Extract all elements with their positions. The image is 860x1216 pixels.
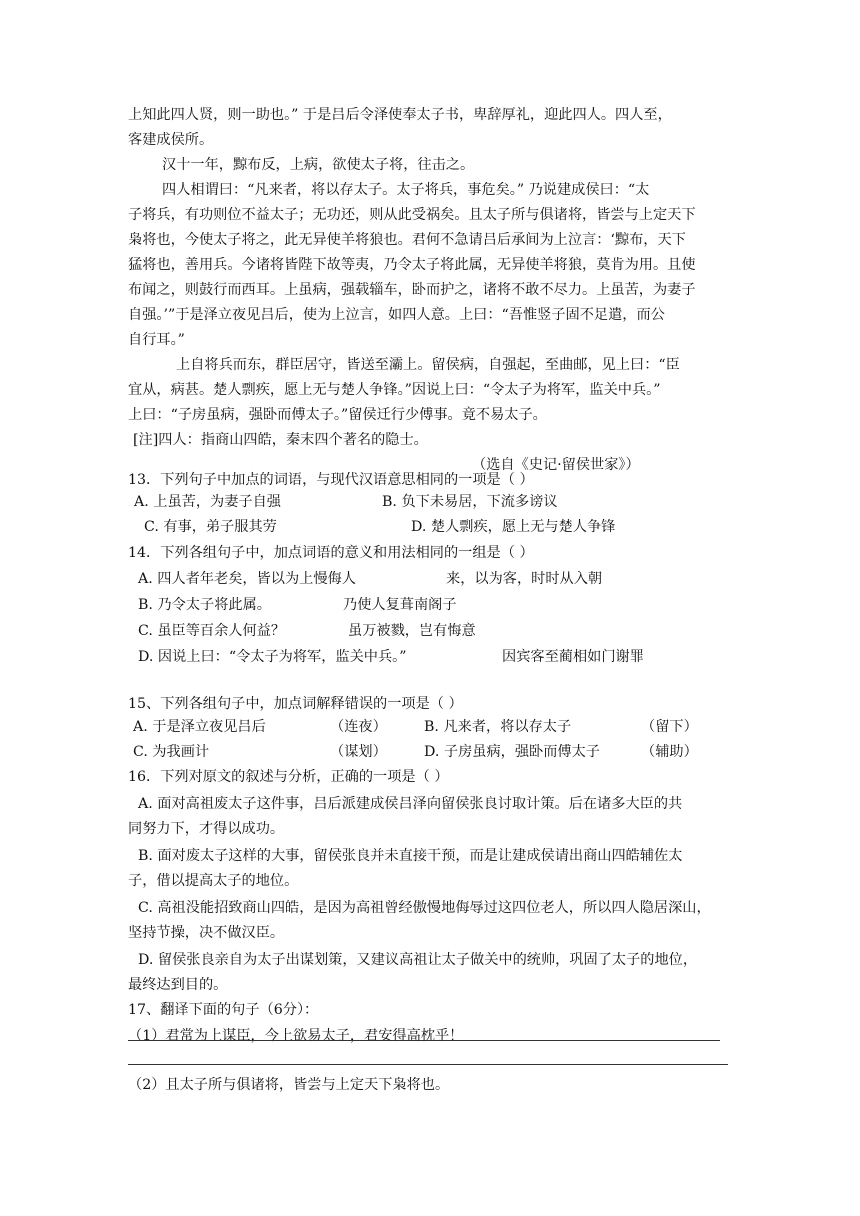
q16-option-d-cont: 最终达到目的。 — [128, 977, 228, 993]
q15-option-a: A. 于是泽立夜见吕后 — [133, 719, 266, 735]
passage-line: 子将兵，有功则位不益太子；无功还，则从此受祸矣。且太子所与俱诸将，皆尝与上定天下 — [128, 207, 696, 223]
q16-option-a-cont: 同努力下，才得以成功。 — [128, 821, 285, 837]
question-13-stem: 13．下列句子中加点的词语，与现代汉语意思相同的一项是（ ） — [128, 472, 534, 488]
q16-option-a: A. 面对高祖废太子这件事，吕后派建成侯吕泽向留侯张良讨取计策。后在诸多大臣的共 — [138, 796, 683, 812]
question-16-stem: 16．下列对原文的叙述与分析，正确的一项是（ ） — [128, 769, 449, 785]
q13-option-d: D. 楚人剽疾，愿上无与楚人争锋 — [411, 519, 616, 535]
q17-sentence-2: （2）且太子所与俱诸将，皆尝与上定天下枭将也。 — [128, 1077, 450, 1093]
passage-line: 客建成侯所。 — [128, 132, 214, 148]
question-14-stem: 14．下列各组句子中，加点词语的意义和用法相同的一组是（ ） — [128, 545, 534, 561]
passage-line: 枭将也，今使太子将之，此无异使羊将狼也。君何不急请吕后承间为上泣言：‘黥布，天下 — [128, 232, 686, 248]
passage-line: 宜从，病甚。楚人剽疾，愿上无与楚人争锋。”因说上曰：“令太子为将军，监关中兵。” — [128, 382, 661, 398]
q13-option-a: A. 上虽苦，为妻子自强 — [134, 494, 281, 510]
q15-option-b: B. 凡来者，将以存太子 — [424, 719, 572, 735]
passage-line: 猛将也，善用兵。今诸将皆陛下故等夷，乃令太子将此属，无异使羊将狼，莫肯为用。且使 — [128, 257, 696, 273]
q15-option-c: C. 为我画计 — [133, 744, 210, 760]
q14-option-b-left: B. 乃令太子将此属。 — [138, 597, 271, 613]
passage-line: 自行耳。” — [128, 332, 185, 348]
q15-option-d-gloss: （辅助） — [641, 744, 698, 760]
q13-option-b: B. 负下未易居，下流多谤议 — [382, 494, 558, 510]
q14-option-c-right: 虽万被戮，岂有悔意 — [348, 623, 476, 639]
question-15-stem: 15、下列各组句子中，加点词解释错误的一项是（ ） — [128, 696, 463, 712]
passage-line: 布闻之，则鼓行而西耳。上虽病，强载辎车，卧而护之，诸将不敢不尽力。上虽苦，为妻子 — [128, 282, 696, 298]
q14-option-d-right: 因宾客至蔺相如门谢罪 — [502, 649, 644, 665]
question-17-stem: 17、翻译下面的句子（6分）： — [128, 1002, 319, 1018]
q16-option-b: B. 面对废太子这样的大事，留侯张良并未直接干预，而是让建成侯请出商山四皓辅佐太 — [138, 848, 683, 864]
passage-line: 四人相谓曰：“凡来者，将以存太子。太子将兵，事危矣。” 乃说建成侯曰：“太 — [162, 182, 650, 198]
passage-paragraph: 汉十一年，黥布反，上病，欲使太子将，往击之。 — [162, 157, 475, 173]
q14-option-a-left: A. 四人者年老矣，皆以为上慢侮人 — [138, 571, 356, 587]
q16-option-c: C. 高祖没能招致商山四皓，是因为高祖曾经傲慢地侮辱过这四位老人，所以四人隐居深山， — [138, 900, 711, 916]
q17-sentence-1: （1）君常为上谋臣，今上欲易太子，君安得高枕乎！ — [128, 1028, 464, 1044]
source-citation: （选自《史记·留侯世家》） — [472, 457, 640, 473]
q15-option-c-gloss: （谋划） — [330, 744, 387, 760]
q16-option-c-cont: 坚持节操，决不做汉臣。 — [128, 925, 285, 941]
q14-option-c-left: C. 虽臣等百余人何益？ — [138, 623, 286, 639]
q14-option-d-left: D. 因说上曰：“令太子为将军，监关中兵。” — [138, 649, 407, 665]
annotation-note: [注]四人：指商山四皓，秦末四个著名的隐士。 — [133, 432, 428, 448]
passage-line: 上自将兵而东，群臣居守，皆送至灞上。留侯病，自强起，至曲邮，见上曰：“臣 — [176, 357, 680, 373]
passage-line: 上曰：“子房虽病，强卧而傅太子。”留侯迁行少傅事。竟不易太子。 — [128, 407, 547, 423]
q16-option-b-cont: 子，借以提高太子的地位。 — [128, 873, 299, 889]
answer-line[interactable] — [128, 1040, 720, 1041]
q14-option-a-right: 来，以为客，时时从入朝 — [446, 571, 603, 587]
answer-line[interactable] — [128, 1064, 728, 1065]
q14-option-b-right: 乃使人复葺南阁子 — [343, 597, 457, 613]
q15-option-d: D. 子房虽病，强卧而傅太子 — [424, 744, 600, 760]
q16-option-d: D. 留侯张良亲自为太子出谋划策，又建议高祖让太子做关中的统帅，巩固了太子的地位， — [138, 952, 698, 968]
passage-line: 自强。’”于是泽立夜见吕后，使为上泣言，如四人意。上曰：“吾惟竖子固不足遣，而公 — [128, 307, 665, 323]
q13-option-c: C. 有事，弟子服其劳 — [144, 519, 277, 535]
passage-line: 上知此四人贤，则一助也。” 于是吕后令泽使奉太子书，卑辞厚礼，迎此四人。四人至， — [128, 107, 672, 123]
q15-option-b-gloss: （留下） — [641, 719, 698, 735]
q15-option-a-gloss: （连夜） — [330, 719, 387, 735]
